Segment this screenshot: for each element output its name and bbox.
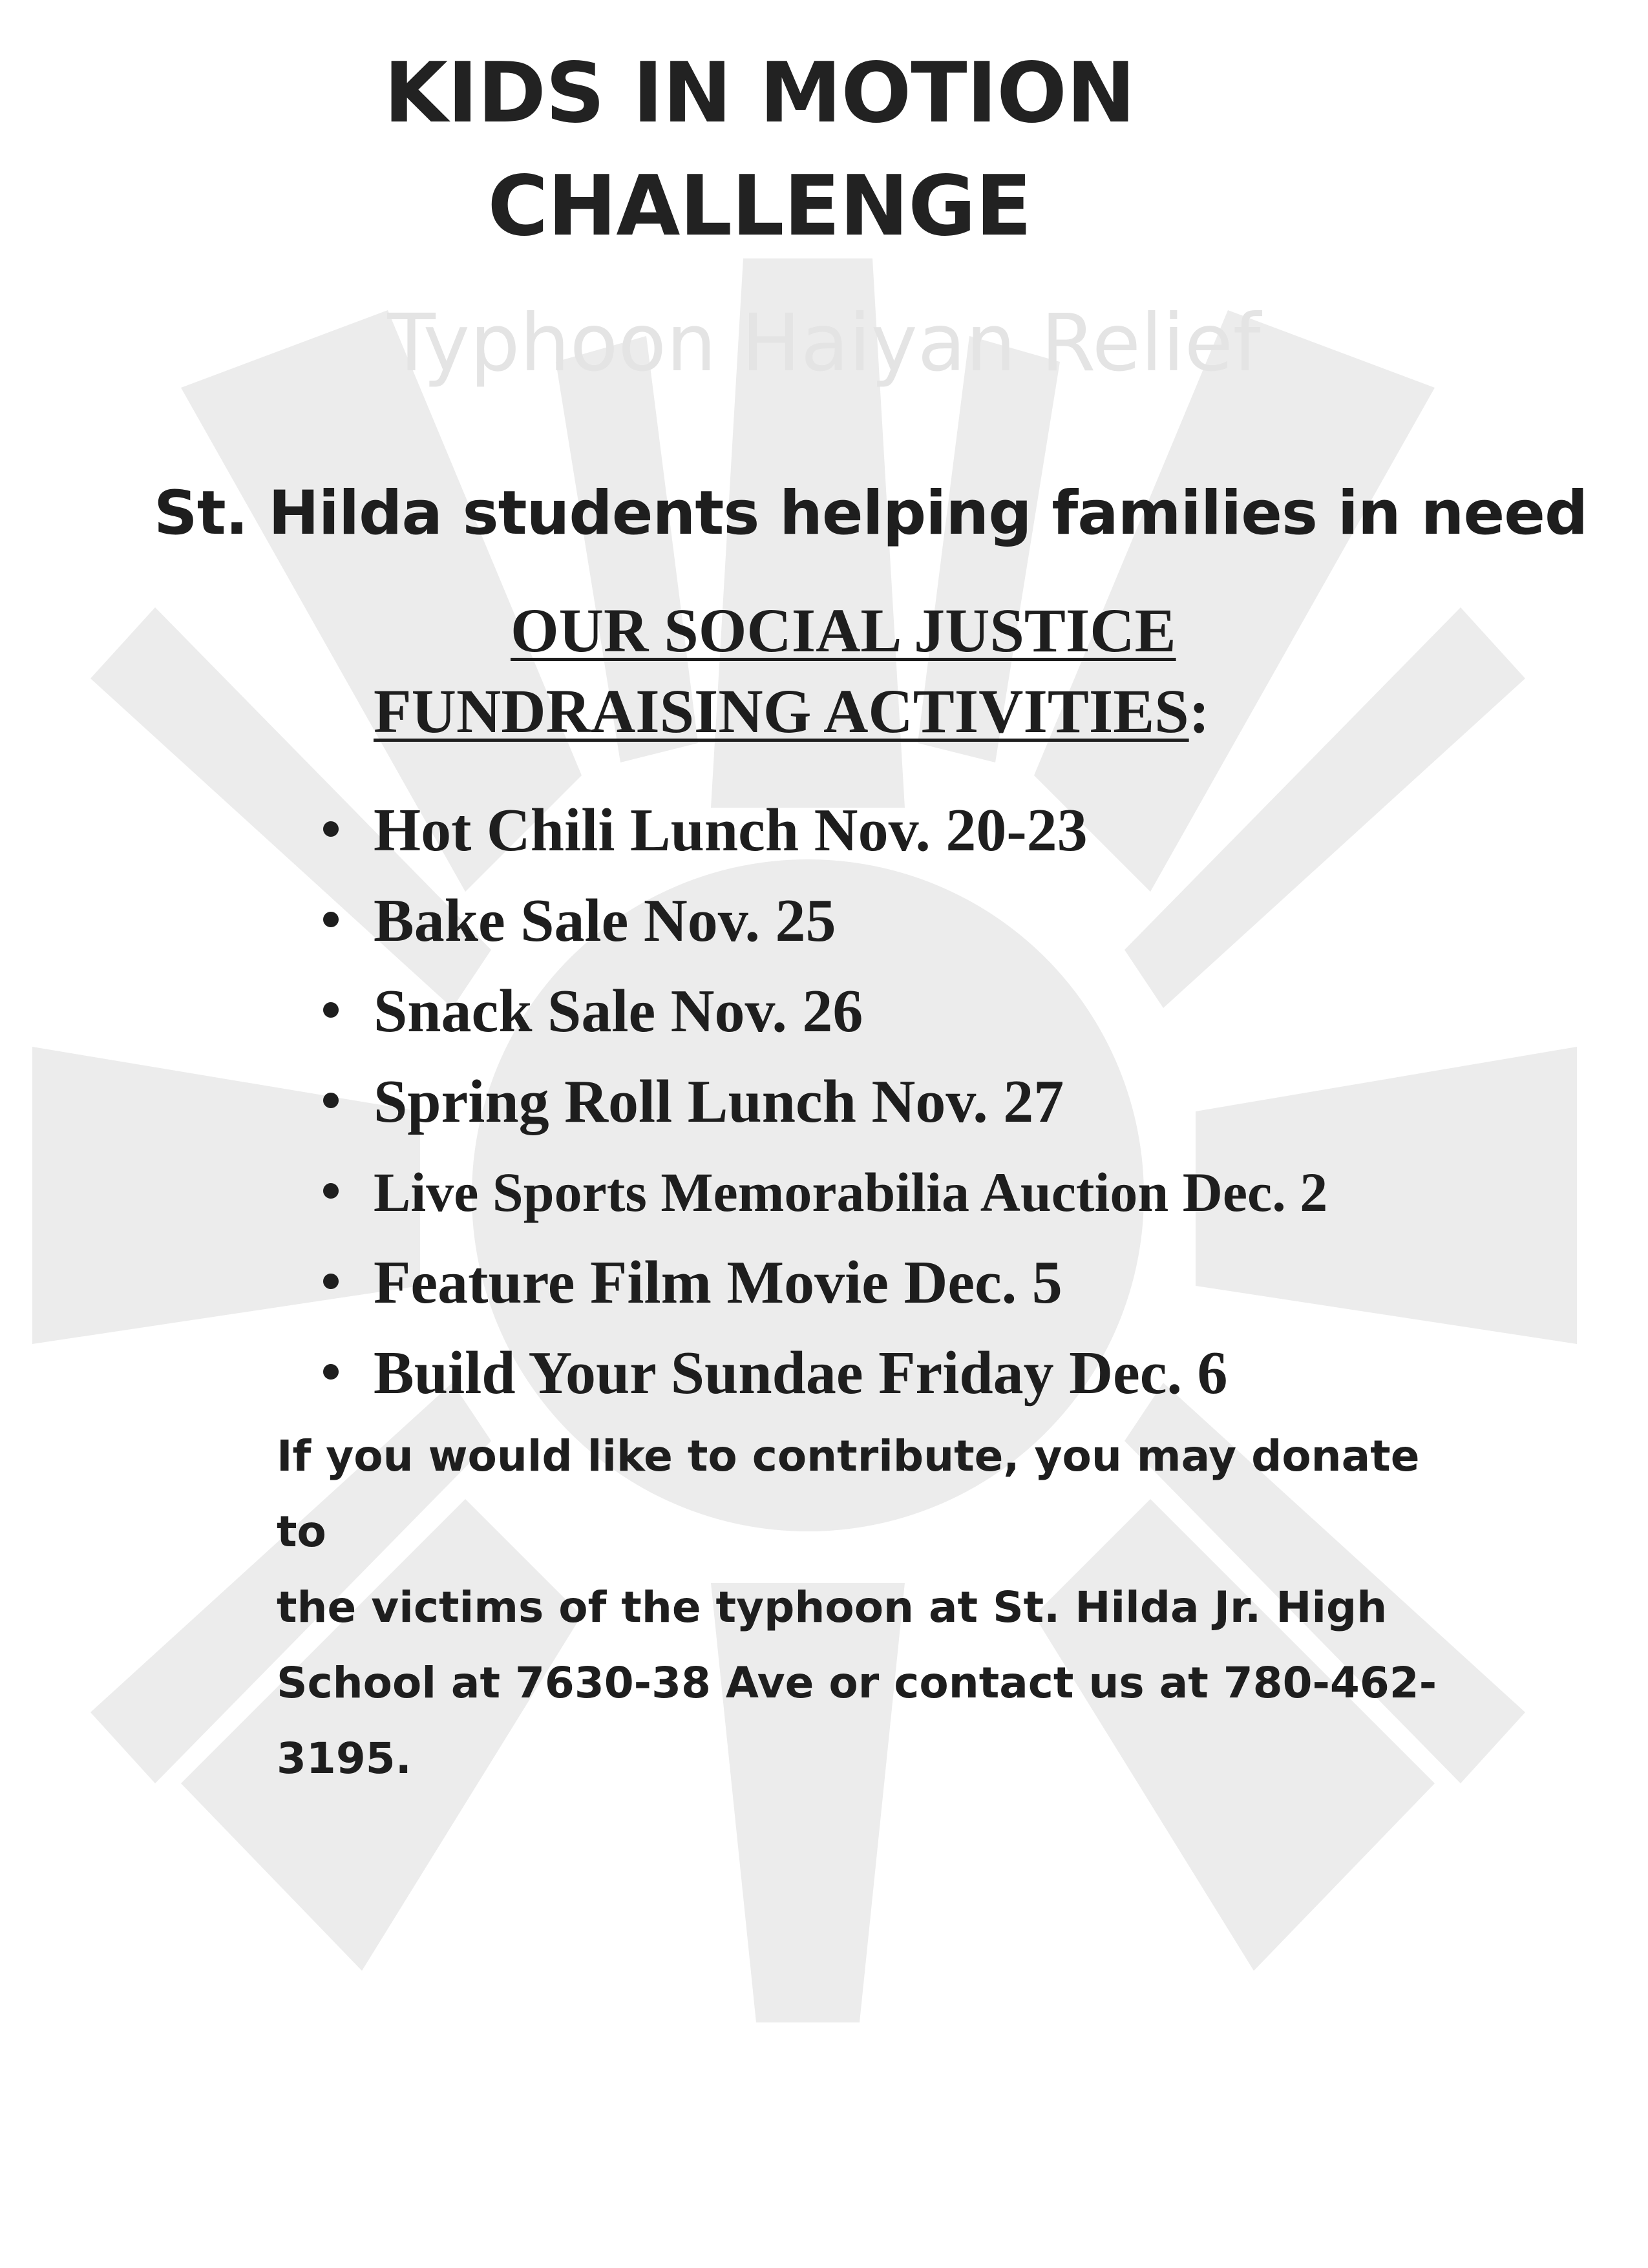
activity-item xyxy=(323,1147,1327,1237)
activity-label: Live Sports Memorabilia Auction Dec. 2 xyxy=(374,1161,1328,1223)
activity-item xyxy=(323,1328,1327,1418)
section-heading-line-1-text: OUR SOCIAL JUSTICE xyxy=(511,596,1176,665)
activity-label: Feature Film Movie Dec. 5 xyxy=(374,1249,1062,1316)
activity-item xyxy=(323,876,1327,966)
activity-label: Snack Sale Nov. 26 xyxy=(374,978,863,1045)
section-heading-line-2-text: FUNDRAISING ACTIVITIES xyxy=(374,677,1189,746)
activity-label: Hot Chili Lunch Nov. 20-23 xyxy=(374,797,1088,864)
activity-item xyxy=(323,1056,1327,1147)
contribute-line: If you would like to contribute, you may donate to xyxy=(277,1431,1420,1557)
contribute-line: School at 7630-38 Ave or contact us at 780-462- xyxy=(277,1658,1437,1708)
title-line-2: CHALLENGE xyxy=(487,158,1031,255)
section-heading-line-2 xyxy=(374,675,1210,747)
relief-subtitle-watermark: Typhoon Haiyan Relief xyxy=(387,297,1261,389)
contribute-paragraph xyxy=(277,1418,1440,1796)
contribute-line: 3195. xyxy=(277,1734,412,1783)
activity-item xyxy=(323,785,1327,876)
section-heading-colon: : xyxy=(1188,677,1210,746)
tagline: St. Hilda students helping families in need xyxy=(154,478,1588,549)
activities-list xyxy=(323,785,1327,1418)
activity-label: Build Your Sundae Friday Dec. 6 xyxy=(374,1339,1228,1407)
title-line-1: KIDS IN MOTION xyxy=(383,45,1136,142)
contribute-line: the victims of the typhoon at St. Hilda Jr. High xyxy=(277,1582,1388,1632)
activity-label: Bake Sale Nov. 25 xyxy=(374,887,836,954)
activity-label: Spring Roll Lunch Nov. 27 xyxy=(374,1068,1064,1135)
activity-item xyxy=(323,1237,1327,1328)
activity-item xyxy=(323,966,1327,1056)
section-heading-line-1 xyxy=(511,594,1176,666)
